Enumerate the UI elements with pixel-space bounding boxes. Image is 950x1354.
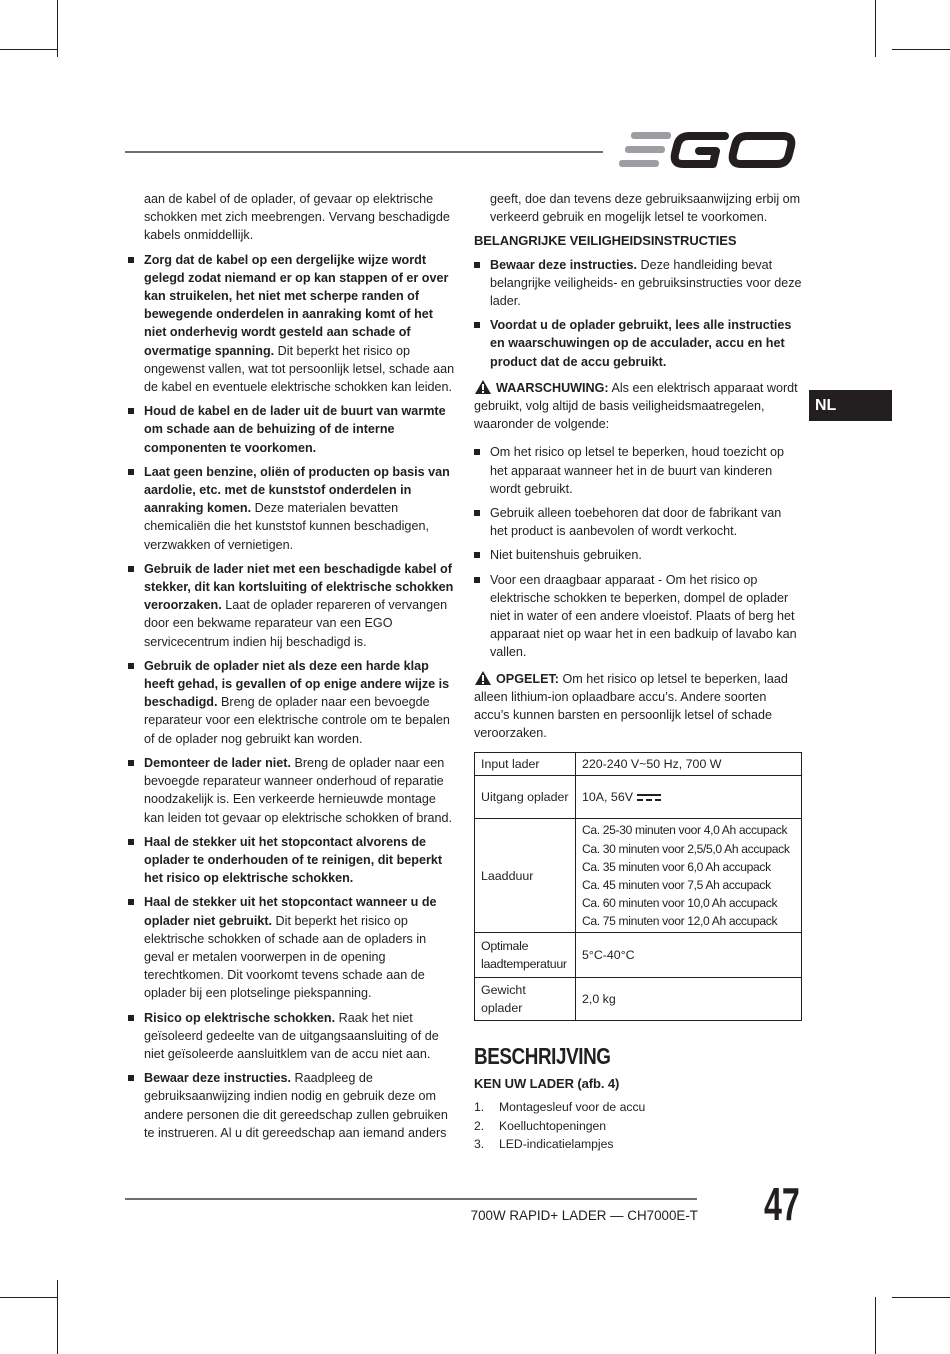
table-row <box>475 978 802 1021</box>
list-item <box>128 1069 456 1142</box>
item-bold: Gebruik de oplader niet als deze een harde klap heeft gehad, is gevallen of op enige andere wijze is beschadigd. <box>144 658 450 710</box>
caution-label: OPGELET: <box>496 671 559 686</box>
charge-time: Ca. 30 minuten voor 2,5/5,0 Ah accupack <box>582 841 790 856</box>
caution-text: Om het risico op letsel te beperken, laad alleen lithium-ion oplaadbare accu’s. Andere soorten accu’s kunnen barsten en persoonlijk letsel of schade veroorzaken. <box>474 671 788 741</box>
item-bold: Voordat u de oplader gebruikt, lees alle instructies en waarschuwingen op de acculader, accu en het product dat de accu gebruikt. <box>490 318 792 369</box>
spec-value-cell <box>576 776 802 819</box>
crop-mark <box>892 49 950 50</box>
warning-text: Als een elektrisch apparaat wordt gebruikt, volg altijd de basis veiligheidsmaatregelen, waaronder de volgende: <box>474 380 798 432</box>
crop-mark <box>0 49 57 50</box>
item-text: Raak het niet geïsoleerd gedeelte van de uitgangsaansluiting of de niet geïsoleerde aansluitklem van de accu niet aan. <box>144 1010 439 1061</box>
list-item <box>128 402 456 457</box>
footer-rule <box>125 1198 697 1200</box>
continued-paragraph: geeft, doe dan tevens deze gebruiksaanwijzing erbij om verkeerd gebruik en mogelijk letsel te voorkomen. <box>490 192 801 225</box>
item-text: Breng de oplader naar een bevoegde reparateur wanneer onderhoud of reparatie noodzakelijk is. Een verkeerde hernieuwde montage kan leiden tot gevaar op elektrische schokken of brand. <box>144 755 453 825</box>
crop-mark <box>875 0 876 57</box>
item-number: 2. <box>474 1118 485 1133</box>
crop-mark <box>0 1297 57 1298</box>
crop-mark <box>875 1297 876 1354</box>
list-item: Niet buitenshuis gebruiken. <box>474 546 802 564</box>
list-item: Gebruik alleen toebehoren dat door de fabrikant van het product is aanbevolen of wordt verkocht. <box>474 504 802 540</box>
right-column <box>474 190 802 1153</box>
item-text: Breng de oplader naar een bevoegde reparateur voor een elektrische controle om te bepalen of de oplader nog gebruikt kan worden. <box>144 695 450 746</box>
charge-time: Ca. 75 minuten voor 12,0 Ah accupack <box>582 913 778 928</box>
header-rule <box>125 151 603 153</box>
item-bold: Demonteer de lader niet. <box>144 755 291 770</box>
charge-time: Ca. 25-30 minuten voor 4,0 Ah accupack <box>582 823 788 838</box>
list-item <box>474 256 802 311</box>
item-bold: Laat geen benzine, oliën of producten op basis van aardolie, etc. met de kunststof onderdelen in aanraking komen. <box>144 464 450 516</box>
warning-label: WAARSCHUWING: <box>496 380 609 395</box>
charge-time: Ca. 60 minuten voor 10,0 Ah accupack <box>582 895 778 910</box>
spec-value: 2,0 kg <box>576 978 802 1021</box>
list-item <box>474 316 802 371</box>
list-item <box>128 657 456 748</box>
intro-paragraph: aan de kabel of de oplader, of gevaar op elektrische schokken met zich meebrengen. Vervang beschadigde kabels onmiddellijk. <box>144 192 450 243</box>
item-label: LED-indicatielampjes <box>499 1136 614 1151</box>
item-text: Laat de oplader repareren of vervangen door een bekwame reparateur van een EGO servicecentrum indien hij beschadigd is. <box>144 598 448 649</box>
list-item <box>474 1135 802 1153</box>
dc-symbol-icon <box>637 794 661 802</box>
item-bold: Haal de stekker uit het stopcontact alvorens de oplader te onderhouden of te reinigen, dit beperkt het risico op elektrische schokken. <box>144 834 443 886</box>
spec-value: 5°C-40°C <box>576 933 802 978</box>
section-heading: BELANGRIJKE VEILIGHEIDSINSTRUCTIES <box>474 233 737 249</box>
spec-value: 10A, 56V <box>582 790 633 805</box>
list-item <box>474 1117 802 1135</box>
table-row <box>475 933 802 978</box>
table-row <box>475 819 802 933</box>
crop-mark <box>57 1280 58 1354</box>
item-text: Raadpleeg de gebruiksaanwijzing indien nodig en gebruik deze om andere personen die dit gereedschap zullen gebruiken te instrueren. Al u dit gereedschap aan iemand anders <box>144 1071 448 1140</box>
item-bold: Haal de stekker uit het stopcontact wanneer u de oplader niet gebruikt. <box>144 895 437 928</box>
item-text: Deze materialen bevatten chemicaliën die het kunststof kunnen beschadigen, verzwakken of vernietigen. <box>144 501 429 552</box>
list-item <box>128 1009 456 1064</box>
item-label: Montagesleuf voor de accu <box>499 1100 646 1115</box>
spec-label: Gewicht oplader <box>475 978 576 1021</box>
charge-time: Ca. 45 minuten voor 7,5 Ah accupack <box>582 877 771 892</box>
list-item: Voor een draagbaar apparaat - Om het risico op elektrische schokken te beperken, dompel de oplader niet in water of een andere vloeistof. Plaats of berg het apparaat niet op waar het in een badkuip of lavabo kan vallen. <box>474 571 802 662</box>
page-number: 47 <box>764 1178 800 1230</box>
ego-logo <box>617 130 799 170</box>
list-item <box>128 754 456 827</box>
parts-list <box>474 1098 802 1153</box>
crop-mark <box>57 0 58 57</box>
item-bold: Houd de kabel en de lader uit de buurt van warmte om schade aan de behuizing of de interne componenten te voorkomen. <box>144 404 446 455</box>
spec-label: Input lader <box>475 753 576 776</box>
item-text: Dit beperkt het risico op ongewenst vallen, wat tot persoonlijk letsel, schade aan de kabel en eventuele elektrische schokken kan leiden. <box>144 343 455 395</box>
item-bold: Bewaar deze instructies. <box>144 1071 291 1086</box>
item-label: Koelluchtopeningen <box>499 1118 607 1133</box>
description-heading: BESCHRIJVING <box>474 1043 611 1070</box>
list-item <box>128 463 456 554</box>
crop-mark <box>892 1297 950 1298</box>
footer-product: 700W RAPID+ LADER — CH7000E-T <box>470 1208 698 1223</box>
item-bold: Gebruik de lader niet met een beschadigde kabel of stekker, dit kan kortsluiting of elektrische schokken veroorzaken. <box>144 561 454 613</box>
spec-label: Uitgang oplader <box>475 776 576 819</box>
list-item <box>128 560 456 651</box>
know-heading: KEN UW LADER (afb. 4) <box>474 1076 620 1092</box>
spec-table <box>474 752 802 1021</box>
item-number: 1. <box>474 1100 485 1115</box>
language-tab: NL <box>809 390 892 421</box>
list-item <box>128 833 456 888</box>
spec-value: 220-240 V~50 Hz, 700 W <box>576 753 802 776</box>
item-bold: Zorg dat de kabel op een dergelijke wijze wordt gelegd zodat niemand er op kan stappen of er over kan struikelen, het niet met scherpe randen of bewegende onderdelen in aanraking komt of het niet onderhevig wordt gesteld aan schade of overmatige spanning. <box>144 252 449 358</box>
spec-label: Optimale laadtemperatuur <box>475 933 576 978</box>
warning-icon <box>474 379 492 395</box>
list-item <box>128 893 456 1002</box>
left-column <box>128 190 456 1148</box>
item-text: Dit beperkt het risico op elektrische schokken of schade aan de opladers in geval er metalen voorwerpen in de opening terechtkomen. Dit voorkomt tevens schade aan de oplader bij een plotselinge piekspanning. <box>144 913 427 1001</box>
item-bold: Bewaar deze instructies. <box>490 257 637 272</box>
spec-value-cell <box>576 819 802 933</box>
item-number: 3. <box>474 1136 485 1151</box>
item-bold: Risico op elektrische schokken. <box>144 1010 336 1025</box>
caution-paragraph <box>474 670 802 743</box>
list-item <box>474 1098 802 1116</box>
item-text: Deze handleiding bevat belangrijke veiligheids- en gebruiksinstructies voor deze lader. <box>490 257 802 309</box>
list-item: Om het risico op letsel te beperken, houd toezicht op het apparaat wanneer het in de buurt van kinderen wordt gebruikt. <box>474 443 802 498</box>
warning-icon <box>474 670 492 686</box>
charge-time: Ca. 35 minuten voor 6,0 Ah accupack <box>582 859 771 874</box>
spec-label: Laadduur <box>475 819 576 933</box>
warning-paragraph <box>474 379 802 434</box>
list-item <box>128 251 456 397</box>
table-row <box>475 776 802 819</box>
table-row <box>475 753 802 776</box>
